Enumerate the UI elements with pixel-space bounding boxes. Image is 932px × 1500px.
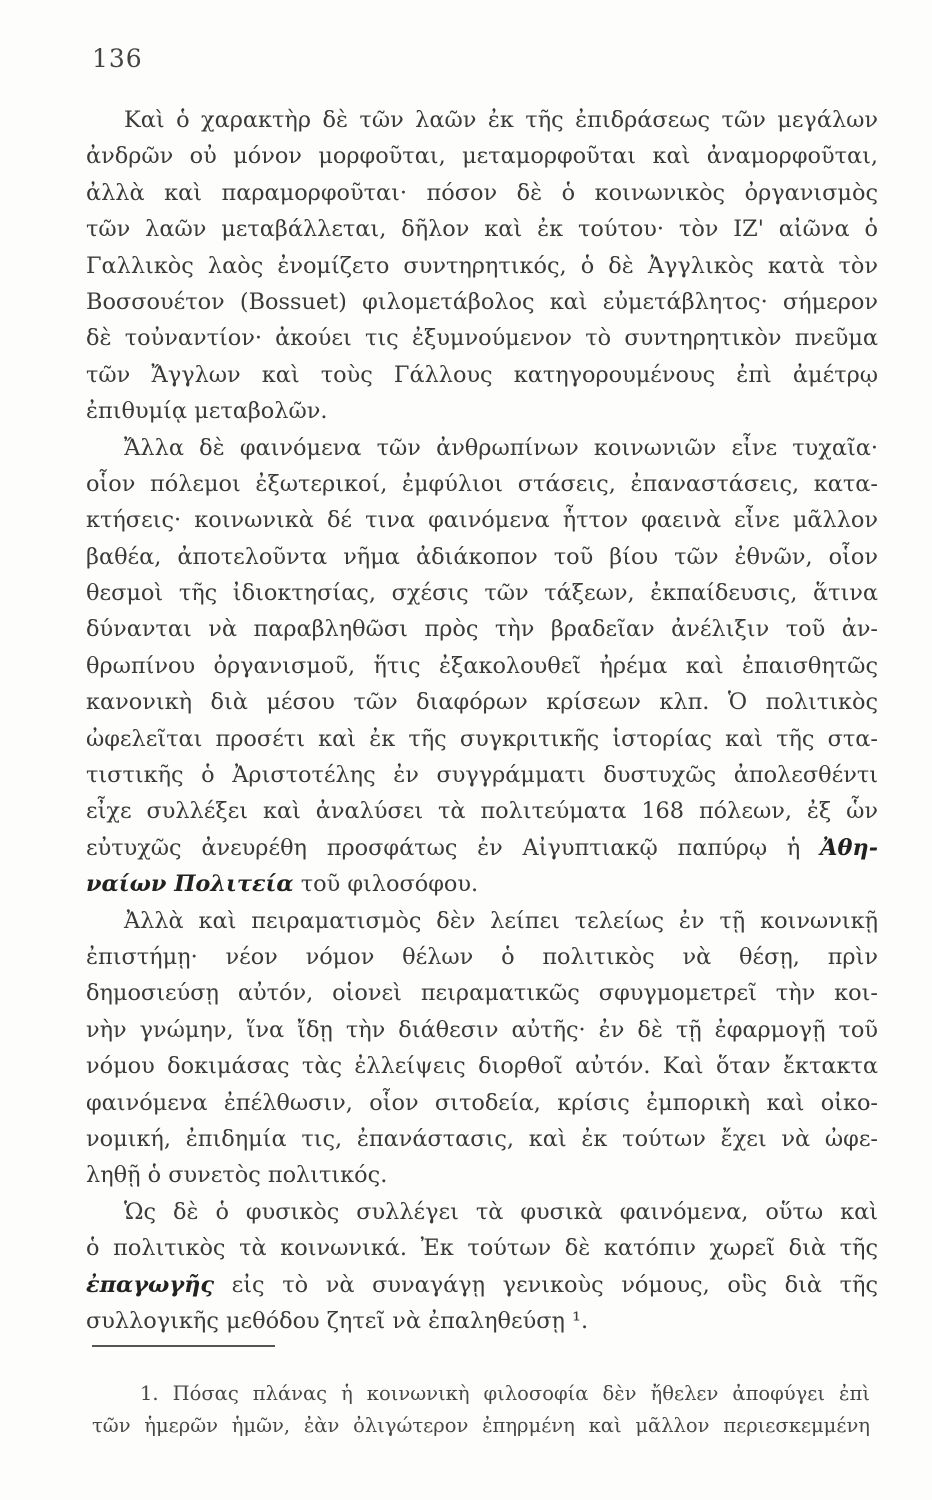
text-line: ἐπιθυμίᾳ μεταβολῶν.	[86, 398, 328, 425]
text-line: κτήσεις· κοινωνικὰ δέ τινα φαινόμενα ἧττον φαεινὰ εἶνε μᾶλλον	[86, 507, 878, 534]
text-line: νομική, ἐπιδημία τις, ἐπανάστασις, καὶ ἐκ τούτων ἔχει νὰ ὠφε-	[86, 1125, 878, 1152]
text-line: συλλογικῆς μεθόδου ζητεῖ νὰ ἐπαληθεύσῃ ¹.	[86, 1307, 589, 1334]
text-line: νὴν γνώμην, ἵνα ἴδῃ τὴν διάθεσιν αὐτῆς· ἐν δὲ τῇ ἐφαρμογῇ τοῦ	[86, 1016, 878, 1043]
text-line	[86, 830, 878, 866]
text-line: δὲ τοὐναντίον· ἀκούει τις ἐξυμνούμενον τὸ συντηρητικὸν πνεῦμα	[86, 325, 878, 352]
footnote-line: τῶν ἡμερῶν ἡμῶν, ἐὰν ὀλιγώτερον ἐπηρμένη καὶ μᾶλλον περιεσκεμμένη	[92, 1414, 870, 1437]
footnote-line: 1. Πόσας πλάνας ἡ κοινωνικὴ φιλοσοφία δὲν ἤθελεν ἀποφύγει ἐπὶ	[140, 1382, 870, 1405]
text-line: Ὡς δὲ ὁ φυσικὸς συλλέγει τὰ φυσικὰ φαινόμενα, οὕτω καὶ	[124, 1198, 878, 1225]
text-line: τῶν λαῶν μεταβάλλεται, δῆλον καὶ ἐκ τούτου· τὸν ΙΖ' αἰῶνα ὁ	[86, 216, 878, 243]
text-line: τιστικῆς ὁ Ἀριστοτέλης ἐν συγγράμματι δυστυχῶς ἀπολεσθέντι	[86, 762, 878, 789]
text-line: κανονικὴ διὰ μέσου τῶν διαφόρων κρίσεων κλπ. Ὁ πολιτικὸς	[86, 689, 878, 716]
text-span: εὐτυχῶς ἀνευρέθη προσφάτως ἐν Αἰγυπτιακῷ παπύρῳ ἡ	[86, 834, 821, 861]
text-line: θρωπίνου ὀργανισμοῦ, ἥτις ἐξακολουθεῖ ἠρέμα καὶ ἐπαισθητῶς	[86, 652, 878, 679]
bold-italic-term: ἐπαγωγῆς	[86, 1271, 215, 1298]
text-line: ἐπιστήμῃ· νέον νόμον θέλων ὁ πολιτικὸς νὰ θέσῃ, πρὶν	[86, 943, 878, 970]
body-text	[86, 102, 878, 1339]
text-line	[86, 866, 878, 902]
text-line: ὠφελεῖται προσέτι καὶ ἐκ τῆς συγκριτικῆς ἱστορίας καὶ τῆς στα-	[86, 725, 878, 752]
footnote-divider	[92, 1345, 275, 1347]
text-line: Ἀλλὰ καὶ πειραματισμὸς δὲν λείπει τελείως ἐν τῇ κοινωνικῇ	[124, 907, 878, 934]
page-number: 136	[92, 44, 143, 73]
text-line: ἀνδρῶν οὐ μόνον μορφοῦται, μεταμορφοῦται καὶ ἀναμορφοῦται,	[86, 143, 878, 170]
bold-italic-title: Ἀθη-	[820, 834, 878, 861]
text-span: τοῦ φιλοσόφου.	[293, 871, 479, 898]
text-span: εἰς τὸ νὰ συναγάγῃ γενικοὺς νόμους, οὓς διὰ τῆς	[214, 1271, 878, 1298]
text-line: Γαλλικὸς λαὸς ἐνομίζετο συντηρητικός, ὁ δὲ Ἀγγλικὸς κατὰ τὸν	[86, 252, 878, 279]
text-line: ὁ πολιτικὸς τὰ κοινωνικά. Ἐκ τούτων δὲ κατόπιν χωρεῖ διὰ τῆς	[86, 1235, 878, 1262]
bold-italic-title: ναίων Πολιτεία	[86, 871, 294, 898]
text-line: ἀλλὰ καὶ παραμορφοῦται· πόσον δὲ ὁ κοινωνικὸς ὀργανισμὸς	[86, 179, 878, 206]
text-line	[86, 1267, 878, 1303]
text-line: ληθῇ ὁ συνετὸς πολιτικός.	[86, 1162, 388, 1189]
text-line: τῶν Ἄγγλων καὶ τοὺς Γάλλους κατηγορουμένους ἐπὶ ἀμέτρῳ	[86, 361, 878, 388]
text-line: Καὶ ὁ χαρακτὴρ δὲ τῶν λαῶν ἐκ τῆς ἐπιδράσεως τῶν μεγάλων	[124, 107, 878, 133]
text-line: δύνανται νὰ παραβληθῶσι πρὸς τὴν βραδεῖαν ἀνέλιξιν τοῦ ἀν-	[86, 616, 878, 643]
text-line: εἶχε συλλέξει καὶ ἀναλύσει τὰ πολιτεύματα 168 πόλεων, ἐξ ὧν	[86, 798, 878, 825]
text-line: θεσμοὶ τῆς ἰδιοκτησίας, σχέσις τῶν τάξεων, ἐκπαίδευσις, ἅτινα	[86, 580, 878, 607]
text-line: Βοσσουέτον (Bossuet) φιλομετάβολος καὶ εὐμετάβλητος· σήμερον	[86, 288, 878, 315]
text-line: οἷον πόλεμοι ἐξωτερικοί, ἐμφύλιοι στάσεις, ἐπαναστάσεις, κατα-	[86, 470, 878, 497]
text-line: φαινόμενα ἐπέλθωσιν, οἷον σιτοδεία, κρίσις ἐμπορικὴ καὶ οἰκο-	[86, 1089, 878, 1116]
text-line: Ἄλλα δὲ φαινόμενα τῶν ἀνθρωπίνων κοινωνιῶν εἶνε τυχαῖα·	[124, 434, 878, 461]
text-line: δημοσιεύσῃ αὐτόν, οἱονεὶ πειραματικῶς σφυγμομετρεῖ τὴν κοι-	[86, 980, 878, 1007]
footnote	[92, 1378, 870, 1442]
text-line: βαθέα, ἀποτελοῦντα νῆμα ἀδιάκοπον τοῦ βίου τῶν ἐθνῶν, οἷον	[86, 543, 878, 570]
text-line: νόμου δοκιμάσας τὰς ἐλλείψεις διορθοῖ αὐτόν. Καὶ ὅταν ἔκτακτα	[86, 1053, 878, 1080]
